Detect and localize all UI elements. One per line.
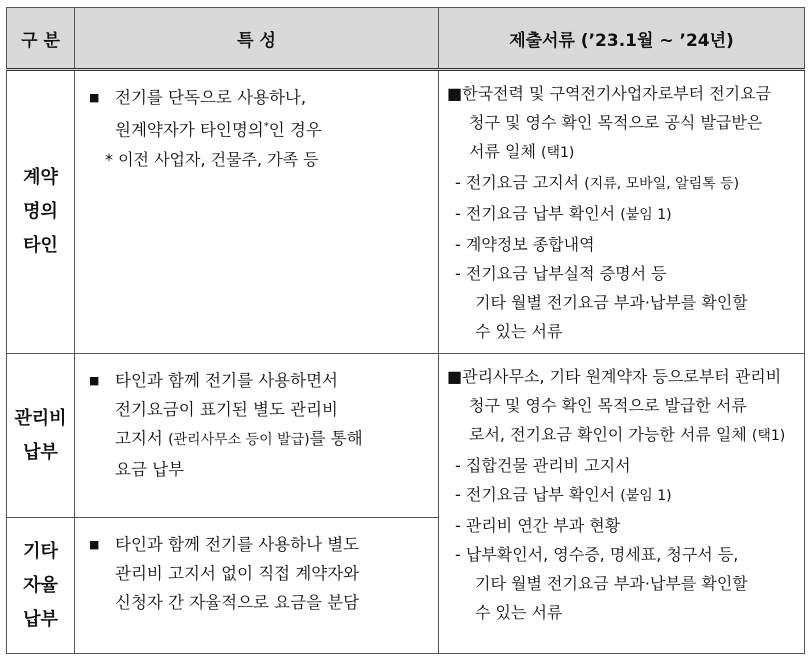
features-cell: ■ 전기를 단독으로 사용하나, 원계약자가 타인명의*인 경우 * 이전 사업자, 건물주, 가족 등 [75, 70, 439, 354]
table-row [7, 70, 805, 354]
square-bullet-icon: ■ [89, 374, 100, 387]
features-cell: ■ 타인과 함께 전기를 사용하면서 전기요금이 표기된 별도 관리비 고지서 (관리사무소 등이 발급)를 통해 요금 납부 [75, 354, 439, 518]
square-bullet-icon: ■ [89, 91, 100, 104]
header-features: 특 성 [75, 8, 439, 70]
feature-note: * 이전 사업자, 건물주, 가족 등 [105, 149, 319, 169]
header-documents: 제출서류 (’23.1월 ~ ’24년) [439, 8, 805, 70]
list-item: - 전기요금 납부 확인서 (붙임 1) [455, 485, 672, 504]
header-row [7, 8, 805, 70]
list-item: - 계약정보 종합내역 [455, 235, 595, 254]
feature-item: ■ 전기를 단독으로 사용하나, [89, 83, 428, 112]
table-row [7, 354, 805, 518]
list-item: - 집합건물 관리비 고지서 [455, 456, 631, 475]
list-item: - 납부확인서, 영수증, 명세표, 청구서 등, [455, 545, 739, 564]
category-cell: 관리비 납부 [7, 354, 75, 518]
documents-cell: ■관리사무소, 기타 원계약자 등으로부터 관리비 청구 및 영수 확인 목적으로 발급한 서류 로서, 전기요금 확인이 가능한 서류 일체 (택1) - 집합건물 관리비 고지서 - 전기요금 납부 확인서 (붙임 1) - 관리비 연간 부과 현황 - 납부확인서, 영수증, 명세표, 청구서 등, 기타 월별 전기요금 부과·납부를 확인할 수 있는 서류 [439, 354, 805, 654]
features-cell: ■ 타인과 함께 전기를 사용하나 별도 관리비 고지서 없이 직접 계약자와 신청자 간 자율적으로 요금을 분담 [75, 518, 439, 654]
feature-item: ■ 타인과 함께 전기를 사용하나 별도 [89, 530, 428, 559]
list-item: - 전기요금 납부 확인서 (붙임 1) [455, 204, 672, 223]
category-cell: 기타 자율 납부 [7, 518, 75, 654]
list-item: - 전기요금 납부실적 증명서 등 [455, 264, 667, 283]
header-category: 구 분 [7, 8, 75, 70]
documents-cell: ■한국전력 및 구역전기사업자로부터 전기요금 청구 및 영수 확인 목적으로 공식 발급받은 서류 일체 (택1) - 전기요금 고지서 (지류, 모바일, 알림톡 등) - 전기요금 납부 확인서 (붙임 1) - 계약정보 종합내역 - 전기요금 납부실적 증명서 등 기타 월별 전기요금 부과·납부를 확인할 수 있는 서류 [439, 70, 805, 354]
square-bullet-icon: ■ [89, 538, 100, 551]
list-item: - 관리비 연간 부과 현황 [455, 516, 621, 535]
feature-item: ■ 타인과 함께 전기를 사용하면서 [89, 366, 428, 395]
eligibility-documents-table [6, 7, 805, 654]
category-cell: 계약 명의 타인 [7, 70, 75, 354]
list-item: - 전기요금 고지서 (지류, 모바일, 알림톡 등) [455, 173, 740, 192]
